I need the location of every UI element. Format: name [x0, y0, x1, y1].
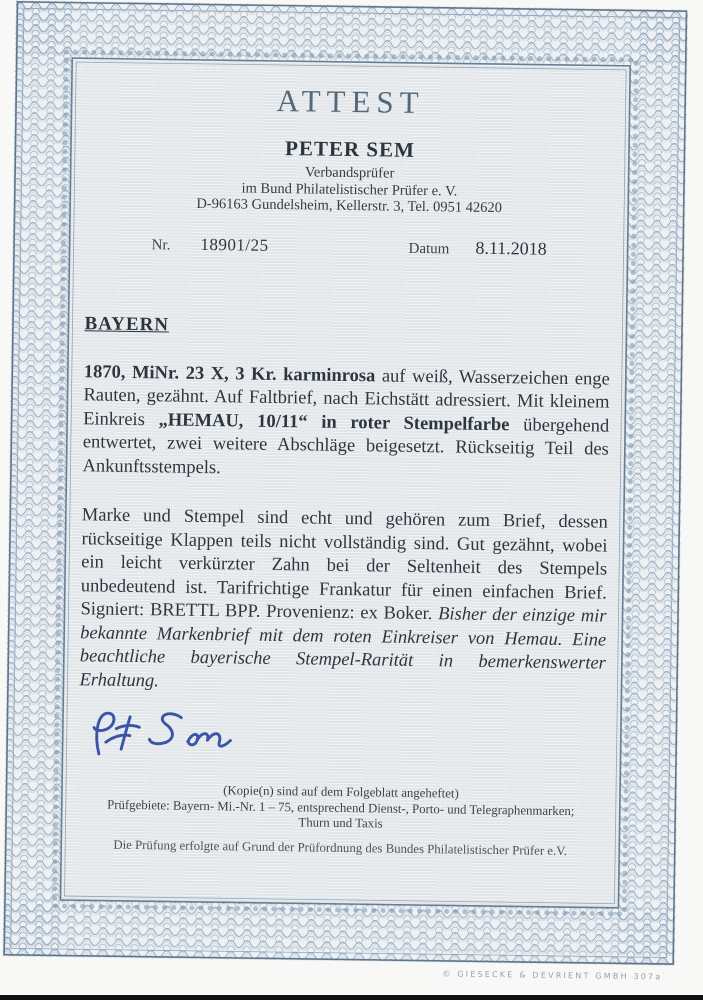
scanned-certificate: [2, 0, 688, 981]
footer-expertise-areas: Prüfgebiete: Bayern- Mi.-Nr. 1 – 75, entsprechend Dienst-, Porto- und Telegraphenmarken;: [107, 797, 575, 818]
scan-edge: [0, 995, 703, 1000]
footer-expertise-areas-2: Thurn und Taxis: [298, 815, 383, 831]
certificate-title: ATTEST: [276, 82, 425, 121]
signature-block: [84, 704, 605, 774]
certificate-content: [60, 58, 630, 908]
description-paragraph-1: 1870, MiNr. 23 X, 3 Kr. karminrosa auf weiß, Wasserzeichen enge Rauten, gezähnt. Auf Faltbrief, nach Eichstätt adressiert. Mit kleinem Einkreis „HEMAU, 10/11“ in roter Stempelfarbe übergehend entwertet, zwei weitere Abschläge beigesetzt. Rückseitig Teil des Ankunftsstempels.: [82, 361, 610, 478]
examiner-name: PETER SEM: [284, 136, 416, 162]
certificate-number-value: 18901/25: [200, 234, 269, 255]
number-date-row: [86, 232, 612, 260]
signature-handwriting: [84, 704, 257, 764]
region-heading: BAYERN: [84, 312, 170, 335]
certificate-page: [3, 0, 688, 965]
date-value: 8.11.2018: [475, 237, 547, 259]
footer-notes: [75, 781, 606, 859]
examiner-role: Verbandsprüfer: [304, 164, 395, 182]
date-label: Datum: [408, 240, 450, 257]
printer-imprint: © GIESECKE & DEVRIENT GMBH 307a: [442, 969, 663, 982]
examiner-address: D-96163 Gundelsheim, Kellerstr. 3, Tel. 0951 42620: [196, 195, 503, 217]
certificate-number-label: Nr.: [151, 236, 171, 253]
examiner-association: im Bund Philatelistischer Prüfer e. V.: [241, 179, 458, 199]
expertise-paragraph-2: Marke und Stempel sind echt und gehören zum Brief, dessen rückseitige Klappen teils nicht vollständig sind. Gut gezähnt, wobei ein leicht verkürzter Zahn bei der Seltenheit des Stempels unbedeutend ist. Tarifrichtige Frankatur für einen einfachen Brief. Signiert: BRETTL BPP. Provenienz: ex Boker. Bisher der einzige mir bekannte Markenbrief mit dem roten Einkreiser von Hemau. Eine beachtliche bayerische Stempel-Rarität in bemerkenswerter Erhaltung.: [79, 505, 608, 691]
footer-copy-note: (Kopie(n) sind auf dem Folgeblatt angeheftet): [223, 783, 459, 801]
footer-legal-note: Die Prüfung erfolgte auf Grund der Prüfordnung des Bundes Philatelistischer Prüfer e.V.: [113, 837, 568, 858]
